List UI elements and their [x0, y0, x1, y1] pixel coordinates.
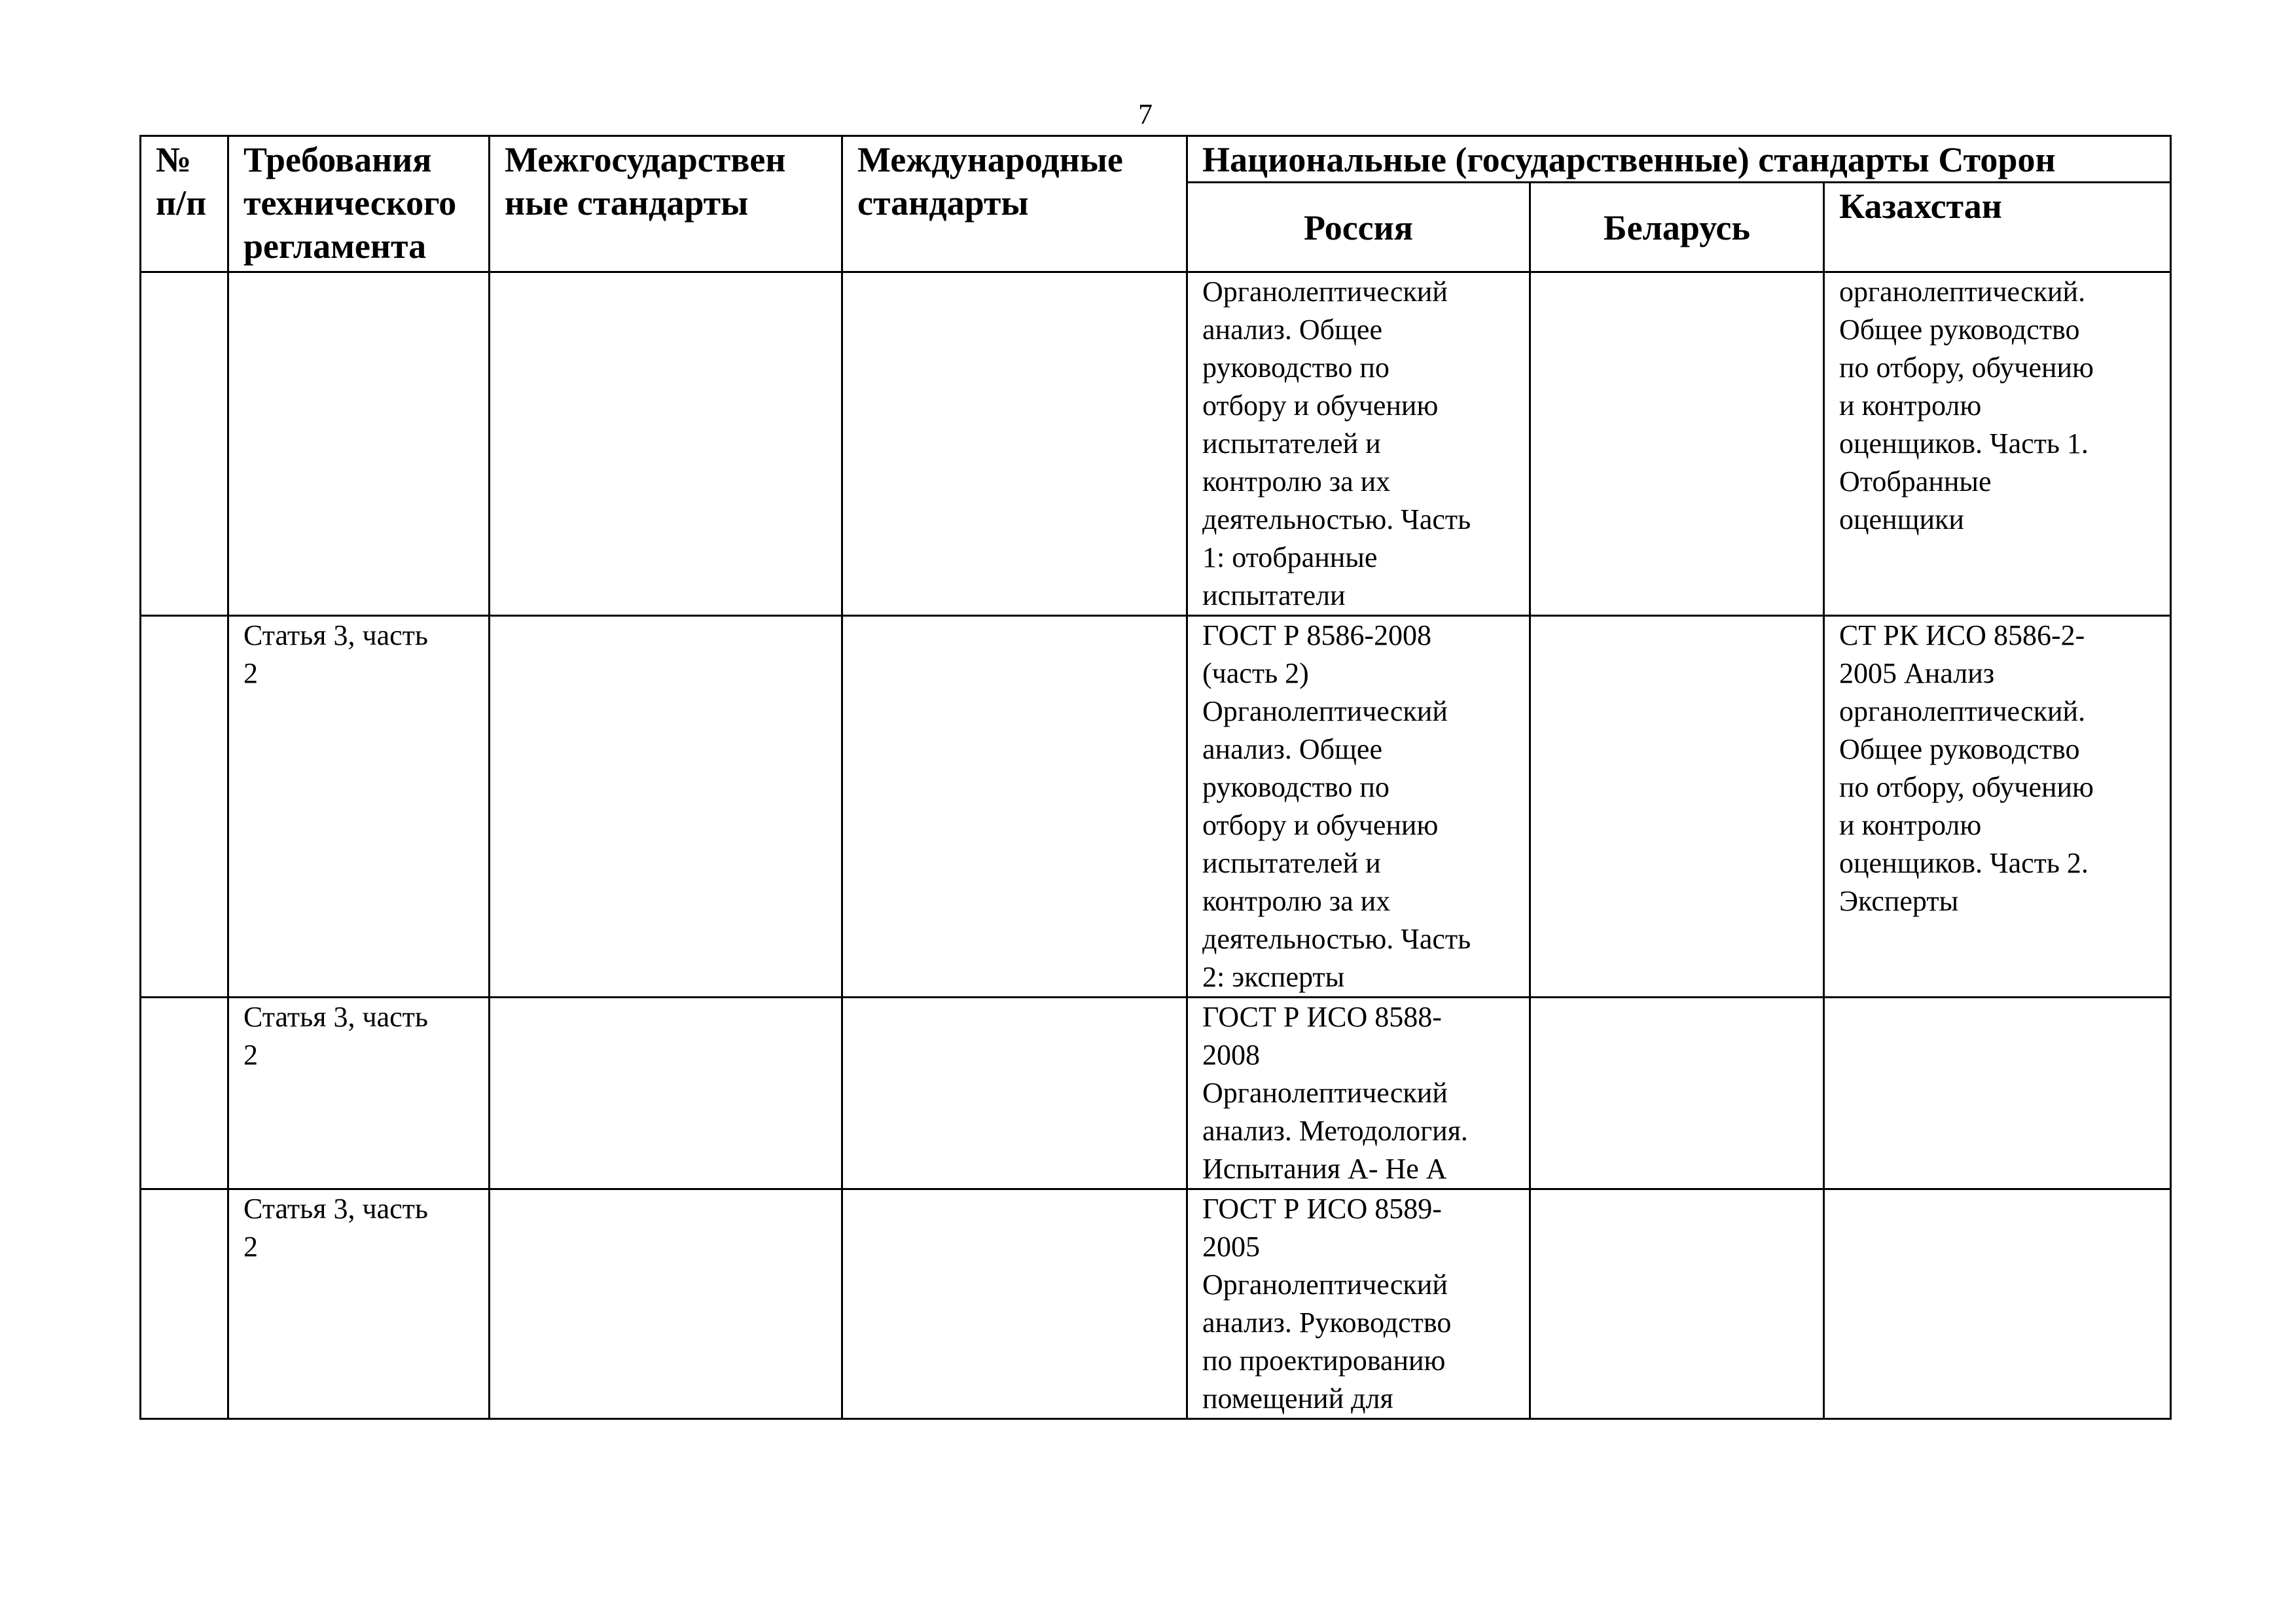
- table-row: [141, 998, 2171, 1189]
- cell-russia: ГОСТ Р 8586-2008 (часть 2) Органолептический анализ. Общее руководство по отбору и обучению испытателей и контролю за их деятельностью. Часть 2: эксперты: [1187, 616, 1530, 998]
- cell-russia: ГОСТ Р ИСО 8588- 2008 Органолептический анализ. Методология. Испытания А- Не А: [1187, 998, 1530, 1189]
- page-number: 7: [1138, 98, 1153, 130]
- cell-russia: ГОСТ Р ИСО 8589- 2005 Органолептический анализ. Руководство по проектированию помещений для: [1187, 1189, 1530, 1419]
- header-row-1: [141, 136, 2171, 183]
- cell-kazakhstan: [1824, 998, 2171, 1189]
- header-num: № п/п: [141, 136, 228, 272]
- cell-kazakhstan: [1824, 1189, 2171, 1419]
- standards-table: [139, 135, 2172, 1420]
- cell-interstate: [490, 272, 842, 616]
- header-international-standards: Международные стандарты: [842, 136, 1187, 272]
- cell-num: [141, 1189, 228, 1419]
- cell-requirements: Статья 3, часть 2: [228, 616, 490, 998]
- header-national-standards: Национальные (государственные) стандарты Сторон: [1187, 136, 2171, 183]
- cell-requirements: Статья 3, часть 2: [228, 1189, 490, 1419]
- cell-num: [141, 616, 228, 998]
- cell-requirements: [228, 272, 490, 616]
- cell-interstate: [490, 1189, 842, 1419]
- cell-kazakhstan: СТ РК ИСО 8586-2- 2005 Анализ органолептический. Общее руководство по отбору, обучению и контролю оценщиков. Часть 2. Эксперты: [1824, 616, 2171, 998]
- header-requirements: Требования технического регламента: [228, 136, 490, 272]
- header-russia: Россия: [1187, 183, 1530, 272]
- cell-international: [842, 1189, 1187, 1419]
- header-kazakhstan: Казахстан: [1824, 183, 2171, 272]
- cell-russia: Органолептический анализ. Общее руководство по отбору и обучению испытателей и контролю за их деятельностью. Часть 1: отобранные испытатели: [1187, 272, 1530, 616]
- cell-international: [842, 998, 1187, 1189]
- table-row: [141, 272, 2171, 616]
- cell-belarus: [1530, 1189, 1824, 1419]
- table-header: [141, 136, 2171, 272]
- table-row: [141, 616, 2171, 998]
- cell-kazakhstan: органолептический. Общее руководство по отбору, обучению и контролю оценщиков. Часть 1. Отобранные оценщики: [1824, 272, 2171, 616]
- cell-belarus: [1530, 272, 1824, 616]
- cell-belarus: [1530, 998, 1824, 1189]
- table-row: [141, 1189, 2171, 1419]
- cell-num: [141, 272, 228, 616]
- cell-international: [842, 616, 1187, 998]
- cell-requirements: Статья 3, часть 2: [228, 998, 490, 1189]
- cell-belarus: [1530, 616, 1824, 998]
- cell-interstate: [490, 616, 842, 998]
- table-body: [141, 272, 2171, 1419]
- header-interstate-standards: Межгосударствен ные стандарты: [490, 136, 842, 272]
- cell-international: [842, 272, 1187, 616]
- cell-num: [141, 998, 228, 1189]
- header-belarus: Беларусь: [1530, 183, 1824, 272]
- cell-interstate: [490, 998, 842, 1189]
